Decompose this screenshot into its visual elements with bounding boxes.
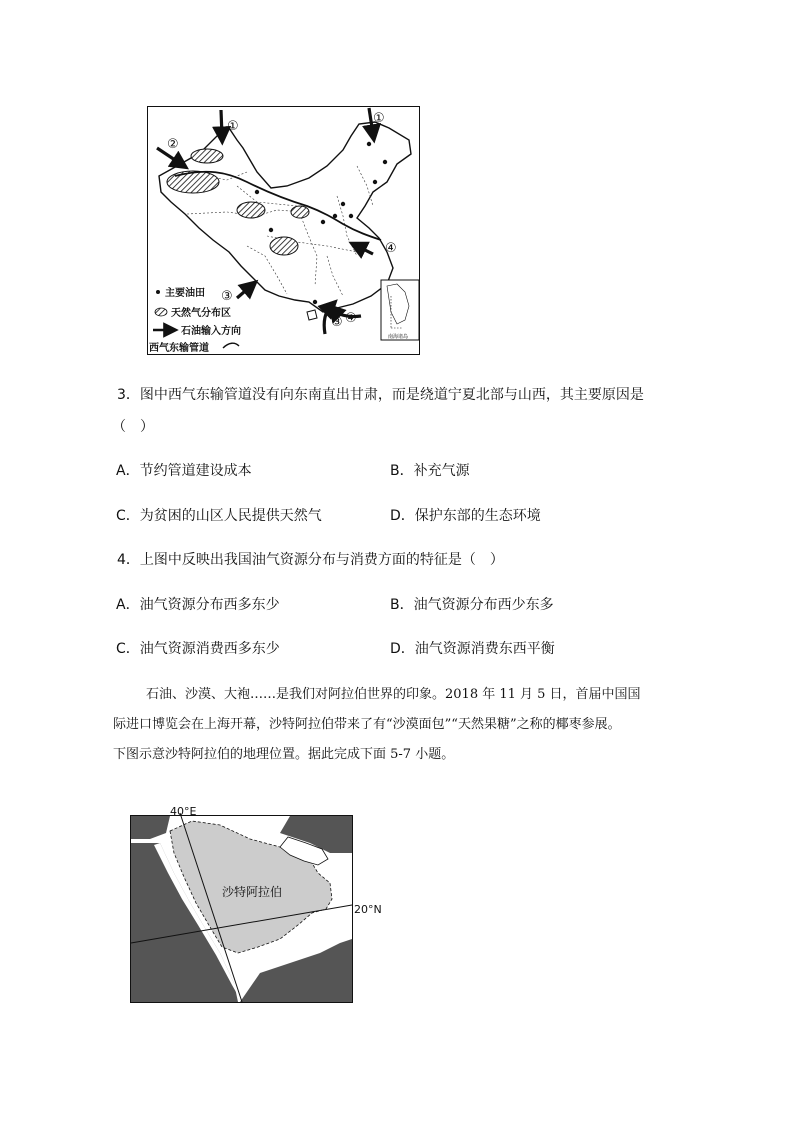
inset-label: 南海诸岛: [388, 334, 409, 340]
legend-pipeline-label: 西气东输管道: [149, 343, 209, 354]
china-oil-gas-map: [147, 106, 420, 355]
q4-option-d: D．油气资源消费东西平衡: [390, 641, 555, 657]
q3-option-c: C．为贫困的山区人民提供天然气: [116, 508, 322, 524]
marker-1-west: ①: [227, 119, 239, 134]
marker-1-east: ①: [373, 111, 385, 126]
lon-label: 40°E: [170, 805, 197, 818]
south-china-sea-inset: [381, 280, 419, 340]
passage-line-3: 下图示意沙特阿拉伯的地理位置。据此完成下面 5-7 小题。: [113, 747, 455, 762]
saudi-arabia-map: [130, 803, 410, 1003]
gas-area-qaidam: [237, 202, 265, 218]
gas-area-tarim: [167, 171, 219, 193]
lat-label: 20°N: [354, 903, 382, 916]
passage: [113, 680, 693, 770]
marker-2: ②: [167, 137, 179, 152]
q3-stem: 3．图中西气东输管道没有向东南直出甘肃，而是绕道宁夏北部与山西，其主要原因是: [117, 387, 644, 403]
q4-option-a: A．油气资源分布西多东少: [116, 597, 280, 613]
legend-import-label: 石油输入方向: [181, 326, 241, 337]
q4-option-b: B．油气资源分布西少东多: [390, 597, 554, 613]
country-label: 沙特阿拉伯: [222, 885, 283, 899]
legend-gas-label: 天然气分布区: [171, 308, 231, 319]
q3-option-b: B．补充气源: [390, 463, 470, 479]
legend-oilfield-label: 主要油田: [165, 288, 205, 299]
q3-option-d: D．保护东部的生态环境: [390, 508, 541, 524]
marker-3-south: ③: [331, 315, 343, 330]
q3-option-a: A．节约管道建设成本: [116, 463, 252, 479]
q4-option-c: C．油气资源消费西多东少: [116, 641, 280, 657]
passage-line-2: 际进口博览会在上海开幕，沙特阿拉伯带来了有“沙漠面包”“天然果糖”之称的椰枣参展。: [113, 717, 621, 732]
marker-4-east: ④: [385, 241, 397, 256]
q4-stem: 4．上图中反映出我国油气资源分布与消费方面的特征是（ ）: [117, 552, 504, 568]
gas-area-ordos: [291, 206, 309, 218]
gas-area-dzungaria: [191, 149, 223, 163]
marker-3-west: ③: [221, 289, 233, 304]
marker-4-south: ④: [345, 311, 357, 326]
gas-area-sichuan: [270, 237, 298, 255]
q3-paren: （ ）: [112, 419, 154, 435]
passage-line-1: 石油、沙漠、大袍……是我们对阿拉伯世界的印象。2018 年 11 月 5 日，首届中国国: [146, 687, 641, 702]
